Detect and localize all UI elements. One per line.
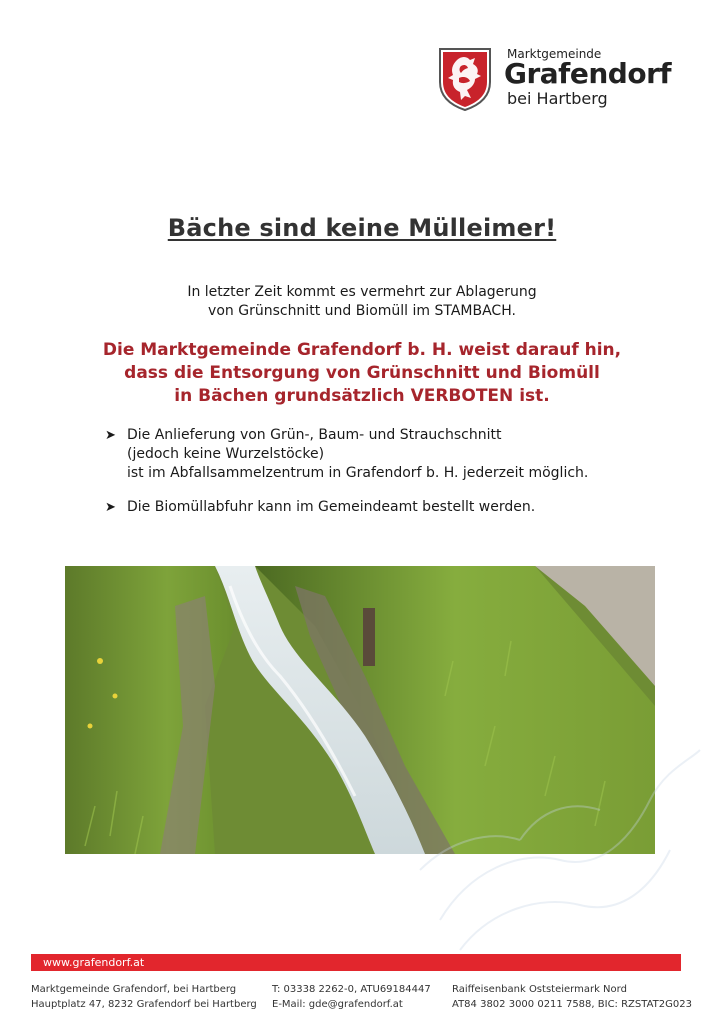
- intro-line-2: von Grünschnitt und Biomüll im STAMBACH.: [208, 303, 516, 319]
- prohibition-notice: [0, 339, 724, 408]
- footer-bank-iban: AT84 3802 3000 0211 7588, BIC: RZSTAT2G023: [452, 999, 692, 1010]
- notice-line-1: Die Marktgemeinde Grafendorf b. H. weist darauf hin,: [102, 340, 622, 360]
- bullet-1-line-1: Die Anlieferung von Grün-, Baum- und Strauchschnitt: [127, 427, 502, 443]
- intro-line-1: In letzter Zeit kommt es vermehrt zur Ablagerung: [187, 284, 537, 300]
- logo-line-grafendorf: Grafendorf: [504, 57, 672, 90]
- bullet-text: [127, 426, 588, 483]
- bullet-2-line-1: Die Biomüllabfuhr kann im Gemeindeamt bestellt werden.: [127, 499, 536, 515]
- bullet-1-line-3: ist im Abfallsammelzentrum in Grafendorf b. H. jederzeit möglich.: [127, 465, 589, 481]
- bullet-1-line-2: (jedoch keine Wurzelstöcke): [127, 446, 325, 462]
- notice-line-3: in Bächen grundsätzlich VERBOTEN ist.: [174, 386, 550, 406]
- footer-address-line-1: Marktgemeinde Grafendorf, bei Hartberg: [31, 984, 237, 995]
- arrow-bullet-icon: ➤: [105, 500, 116, 515]
- arrow-bullet-icon: ➤: [105, 428, 116, 443]
- page-title: Bäche sind keine Mülleimer!: [167, 214, 557, 242]
- website-link[interactable]: www.grafendorf.at: [43, 956, 145, 969]
- footer-bank-name: Raiffeisenbank Oststeiermark Nord: [452, 984, 627, 995]
- footer-address-line-2: Hauptplatz 47, 8232 Grafendorf bei Hartberg: [31, 999, 257, 1010]
- footer-contact: [272, 982, 431, 1012]
- bullet-item-delivery: [105, 426, 645, 486]
- footer-address: [31, 982, 257, 1012]
- footer-phone: T: 03338 2262-0, ATU69184447: [272, 984, 431, 995]
- intro-paragraph: [0, 283, 724, 321]
- logo-line-bei-hartberg: bei Hartberg: [507, 89, 608, 108]
- griffin-watermark: [400, 720, 710, 960]
- footer-bank: [452, 982, 692, 1012]
- bullet-item-biowaste: [105, 498, 645, 518]
- notice-line-2: dass die Entsorgung von Grünschnitt und Biomüll: [124, 363, 600, 383]
- coat-of-arms-logo: [437, 46, 493, 112]
- logo-line-marktgemeinde: Marktgemeinde: [507, 47, 602, 61]
- footer-email[interactable]: E-Mail: gde@grafendorf.at: [272, 999, 403, 1010]
